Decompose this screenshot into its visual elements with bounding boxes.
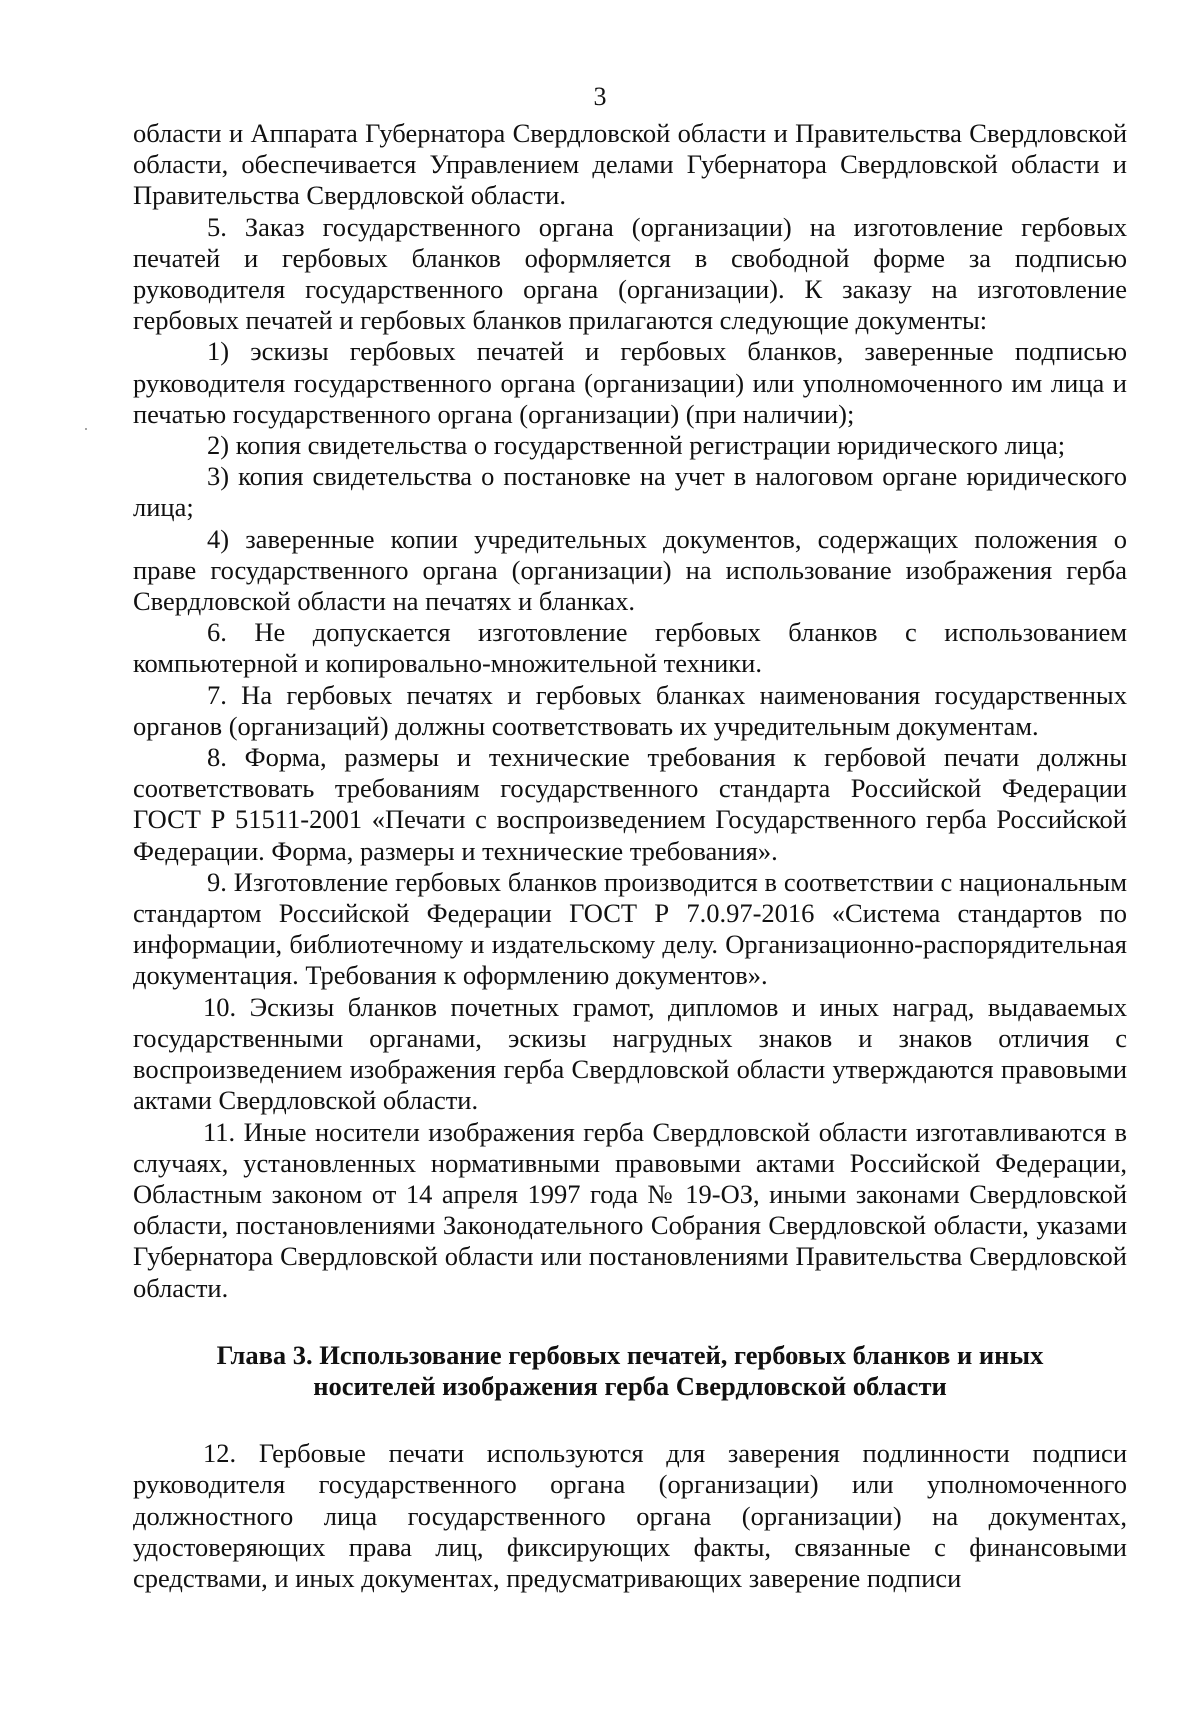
page-number: 3 [593,82,607,111]
paragraph-item-8: 8. Форма, размеры и технические требования к гербовой печати должны соответствовать требованиям государственного стандарта Российской Федерации ГОСТ Р 51511-2001 «Печати с воспроизведением Государственного герба Российской Федерации. Форма, размеры и технические требования». [133,742,1127,866]
paragraph-subitem-3: 3) копия свидетельства о постановке на учет в налоговом органе юридического лица; [133,461,1127,523]
paragraph-subitem-2: 2) копия свидетельства о государственной регистрации юридического лица; [207,430,1066,461]
paragraph-item-12: 12. Гербовые печати используются для заверения подлинности подписи руководителя государственного органа (организации) или уполномоченного должностного лица государственного органа (организации) на документах, удостоверяющих права лиц, фиксирующих факты, связанные с финансовыми средствами, и иных документах, предусматривающих заверение подписи [133,1438,1127,1593]
paragraph-item-7: 7. На гербовых печатях и гербовых бланках наименования государственных органов (организаций) должны соответствовать их учредительным документам. [133,679,1127,741]
paragraph-subitem-4: 4) заверенные копии учредительных документов, содержащих положения о праве государственного органа (организации) на использование изображения герба Свердловской области на печатях и бланках. [133,523,1127,617]
paragraph-item-9: 9. Изготовление гербовых бланков производится в соответствии с национальным стандартом Российской Федерации ГОСТ Р 7.0.97-2016 «Система стандартов по информации, библиотечному и издательскому делу. Организационно-распорядительная документация. Требования к оформлению документов». [133,866,1127,991]
paragraph-item-10: 10. Эскизы бланков почетных грамот, дипломов и иных наград, выдаваемых государственными органами, эскизы нагрудных знаков и знаков отличия с воспроизведением изображения герба Свердловской области утверждаются правовыми актами Свердловской области. [133,991,1127,1116]
paragraph-item-11: 11. Иные носители изображения герба Свердловской области изготавливаются в случаях, установленных нормативными правовыми актами Российской Федерации, Областным законом от 14 апреля 1997 года № 19-ОЗ, иными законами Свердловской области, постановлениями Законодательного Собрания Свердловской области, указами Губернатора Свердловской области или постановлениями Правительства Свердловской области. [133,1116,1127,1303]
chapter-heading-line-2: носителей изображения герба Свердловской области [313,1370,947,1401]
paragraph-item-6: 6. Не допускается изготовление гербовых бланков с использованием компьютерной и копировально-множительной техники. [133,617,1127,679]
paragraph-subitem-1: 1) эскизы гербовых печатей и гербовых бланков, заверенные подписью руководителя государственного органа (организации) или уполномоченного им лица и печатью государственного органа (организации) (при наличии); [133,336,1127,429]
paragraph-item-5: 5. Заказ государственного органа (организации) на изготовление гербовых печатей и гербовых бланков оформляется в свободной форме за подписью руководителя государственного органа (организации). К заказу на изготовление гербовых печатей и гербовых бланков прилагаются следующие документы: [133,211,1127,336]
chapter-heading-line-1: Глава 3. Использование гербовых печатей, гербовых бланков и иных [216,1339,1044,1370]
document-body [133,118,1127,1594]
scan-speck [85,428,87,430]
paragraph-continuation: области и Аппарата Губернатора Свердловской области и Правительства Свердловской области, обеспечивается Управлением делами Губернатора Свердловской области и Правительства Свердловской области. [133,118,1127,211]
chapter-heading [133,1340,1127,1402]
